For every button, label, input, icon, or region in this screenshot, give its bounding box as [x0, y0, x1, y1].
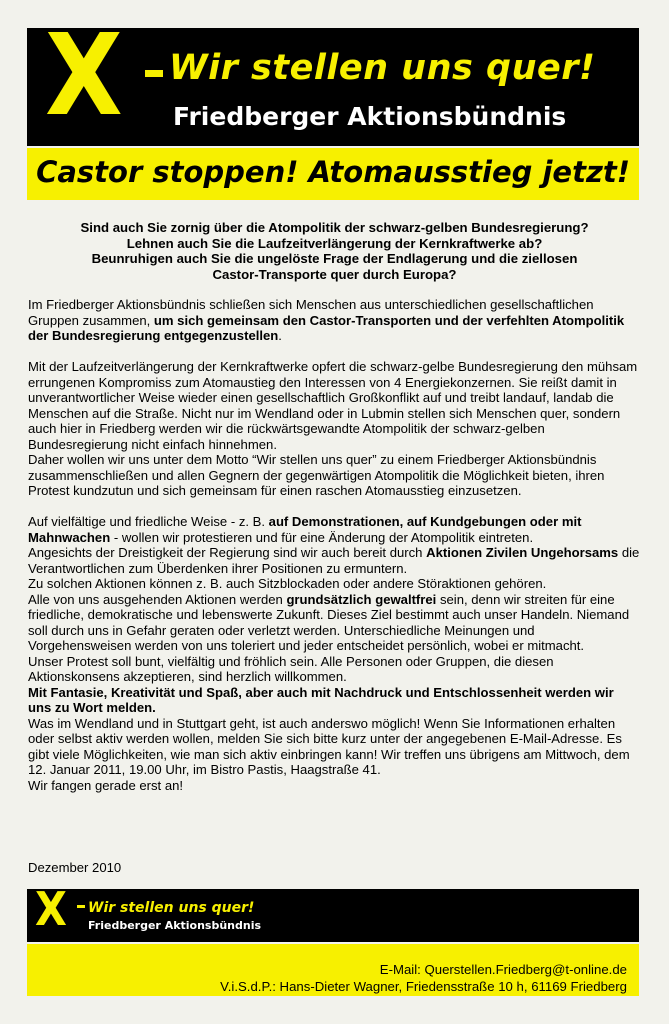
header-banner [27, 11, 639, 146]
footer-logo-dash [77, 905, 85, 908]
paragraph [28, 297, 640, 344]
bold-span: auf Demonstrationen, auf Kundgebungen oder mit Mahnwachen [28, 514, 582, 545]
logo-dash [145, 70, 163, 77]
paragraph [28, 359, 640, 499]
text-span: - wollen wir protestieren und für eine Änderung der Atompolitik eintreten. [110, 529, 534, 545]
bold-span: grundsätzlich gewaltfrei [286, 591, 437, 607]
footer-contact-banner [27, 944, 639, 996]
paragraph-text: Was im Wendland und in Stuttgart geht, ist auch anderswo möglich! Wenn Sie Informationen erhalten oder selbst aktiv werden wollen, melden Sie sich bitte kurz unter der angegebenen E-Mail-Adresse. Es gibt viele Möglichkeiten, wie man sich aktiv einbringen kann! Wir treffen uns übrigens am Mittwoch, dem 12. Januar 2011, 19.00 Uhr, im Bistro Pastis, Haagstraße 41. [28, 715, 630, 777]
paragraph-text: Wir fangen gerade erst an! [28, 777, 184, 793]
footer-logo-banner [27, 882, 639, 942]
text-span: Alle von uns ausgehenden Aktionen werden [28, 591, 287, 607]
text-span: die Verantwortlichen zum Überdenken ihrer Positionen zu ermuntern. [28, 545, 640, 576]
paragraph [28, 514, 640, 793]
intro-questions [40, 220, 629, 282]
text-span: sein, denn wir streiten für eine friedliche, demokratische und lebenswerte Zukunft. Dieses Ziel bestimmt auch unser Handeln. Niemand soll durch uns in Gefahr geraten oder verletzt werden. Unterschiedliche Meinungen und Vorgehensweisen werden von uns toleriert und jeder entscheidet persönlich, wobei er mitmacht. [28, 591, 630, 653]
text-span: . [278, 328, 282, 343]
headline-banner [27, 148, 639, 200]
contact-block [220, 961, 627, 995]
body-text [28, 297, 640, 793]
date: Dezember 2010 [28, 860, 122, 875]
paragraph-text [28, 592, 640, 654]
intro-line: Castor-Transporte quer durch Europa? [212, 266, 457, 282]
text-span: Auf vielfältige und friedliche Weise - z. B. [28, 514, 269, 529]
footer-slogan: Wir stellen uns quer! [88, 900, 255, 916]
paragraph-text: Mit der Laufzeitverlängerung der Kernkraftwerke opfert die schwarz-gelbe Bundesregierung den mühsam errungenen Kompromiss zum Atomaustieg den Interessen von 4 Energiekonzernen. Sie reißt damit in unverantwortlicher Weise wieder einen gesellschaftlich Großkonflikt auf und treibt landauf, landab die Menschen auf die Straße. Nicht nur im Wendland oder in Lubmin stellen sich Menschen quer, sondern auch hier in Friedberg werden wir die rückwärtsgewandte Atompolitik der schwarz-gelben Bundesregierung nicht einfach hinnehmen. [28, 359, 638, 452]
footer-org-name: Friedberger Aktionsbündnis [88, 919, 262, 932]
paragraph-text [28, 685, 640, 716]
logo-x: X [45, 11, 123, 141]
email-address: E-Mail: Querstellen.Friedberg@t-online.de [379, 962, 627, 977]
text-span: Angesichts der Dreistigkeit der Regierung sind wir auch bereit durch [28, 545, 427, 560]
intro-line: Lehnen auch Sie die Laufzeitverlängerung der Kernkraftwerke ab? [126, 235, 543, 251]
text-span: Im Friedberger Aktionsbündnis schließen sich Menschen aus unterschiedlichen gesellschaftlichen Gruppen zusammen, [28, 297, 594, 328]
bold-span: Aktionen Zivilen Ungehorsams [426, 545, 619, 560]
visdp-line: V.i.S.d.P.: Hans-Dieter Wagner, Friedensstraße 10 h, 61169 Friedberg [220, 979, 627, 994]
bold-span: Mit Fantasie, Kreativität und Spaß, aber auch mit Nachdruck und Entschlossenheit werden wir uns zu Wort melden. [28, 684, 614, 715]
paragraph-text [28, 514, 640, 545]
footer-logo-x: X [35, 882, 67, 936]
paragraph-text: Zu solchen Aktionen können z. B. auch Sitzblockaden oder andere Störaktionen gehören. [28, 576, 547, 591]
bold-span: um sich gemeinsam den Castor-Transporten und der verfehlten Atompolitik der Bundesregierung entgegenzustellen [28, 312, 625, 343]
intro-line: Beunruhigen auch Sie die ungelöste Frage der Endlagerung und die ziellosen [91, 251, 578, 266]
headline: Castor stoppen! Atomausstieg jetzt! [36, 155, 630, 189]
paragraph-text: Unser Protest soll bunt, vielfältig und fröhlich sein. Alle Personen oder Gruppen, die diesen Aktionskonsens akzeptieren, sind herzlich willkommen. [28, 653, 554, 684]
header-org-name: Friedberger Aktionsbündnis [173, 102, 567, 131]
intro-line: Sind auch Sie zornig über die Atompolitik der schwarz-gelben Bundesregierung? [80, 220, 589, 235]
paragraph-text: Daher wollen wir uns unter dem Motto “Wir stellen uns quer” zu einem Friedberger Aktionsbündnis zusammenschließen und allen Gegnern der gegenwärtigen Atompolitik die Möglichkeit bieten, ihren Protest kundzutun und sich gemeinsam für einen raschen Atomausstieg einzusetzen. [28, 452, 605, 498]
paragraph-text [28, 545, 640, 576]
header-slogan: Wir stellen uns quer! [169, 48, 596, 88]
